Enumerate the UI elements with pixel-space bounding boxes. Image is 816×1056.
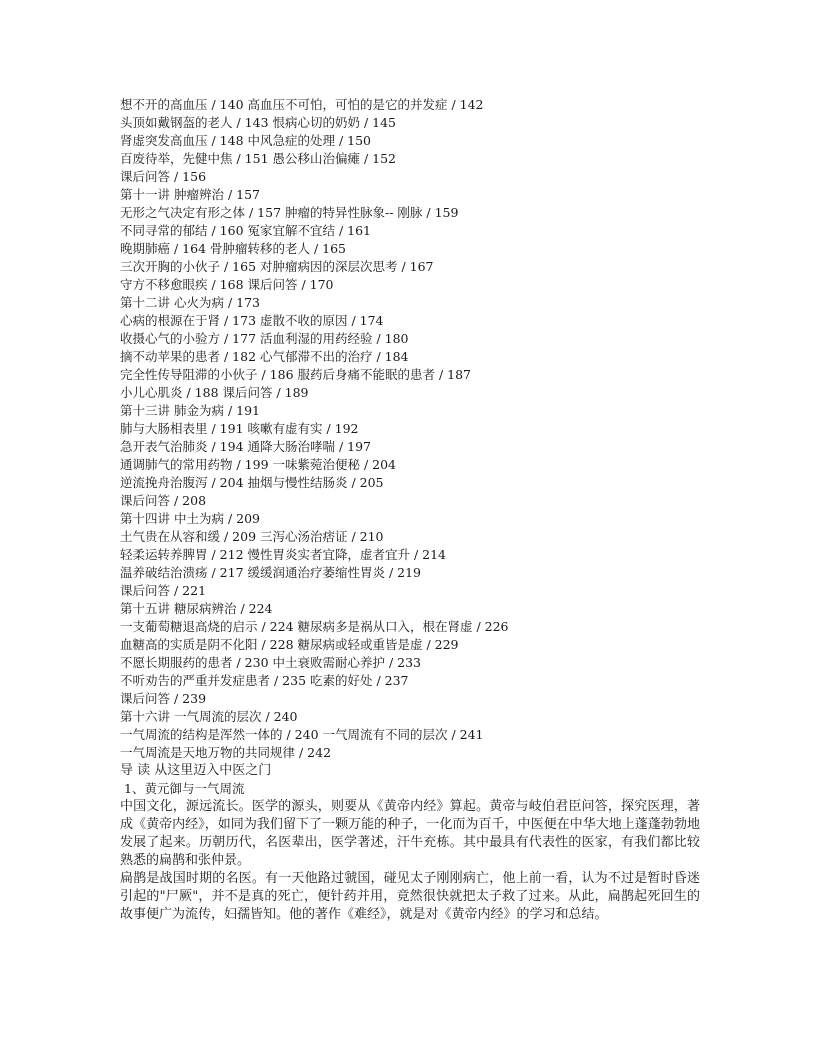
toc-entry: 轻柔运转养脾胃 / 212 慢性胃炎实者宜降，虚者宜升 / 214 <box>120 547 447 562</box>
toc-entry: 通调肺气的常用药物 / 199 一味紫菀治便秘 / 204 <box>120 457 397 472</box>
toc-entry: 第十四讲 中土为病 / 209 <box>120 511 260 526</box>
toc-entry: 摘不动苹果的患者 / 182 心气郁滞不出的治疗 / 184 <box>120 349 409 364</box>
toc-entry: 课后问答 / 239 <box>120 691 207 706</box>
toc-entry: 头顶如戴钢盔的老人 / 143 恨病心切的奶奶 / 145 <box>120 115 397 130</box>
toc-entry: 第十二讲 心火为病 / 173 <box>120 295 260 310</box>
toc-entry: 课后问答 / 156 <box>120 169 207 184</box>
toc-entry: 完全性传导阻滞的小伙子 / 186 服药后身痛不能眠的患者 / 187 <box>120 367 472 382</box>
toc-entry: 逆流挽舟治腹泻 / 204 抽烟与慢性结肠炎 / 205 <box>120 475 384 490</box>
toc-entry: 想不开的高血压 / 140 高血压不可怕，可怕的是它的并发症 / 142 <box>120 97 484 112</box>
toc-entry: 第十三讲 肺金为病 / 191 <box>120 403 260 418</box>
toc-entry: 小儿心肌炎 / 188 课后问答 / 189 <box>120 385 309 400</box>
toc-entry: 一气周流是天地万物的共同规律 / 242 <box>120 745 332 760</box>
subsection-heading: 1、黄元御与一气周流 <box>124 781 245 796</box>
toc-entry: 晚期肺癌 / 164 骨肿瘤转移的老人 / 165 <box>120 241 347 256</box>
toc-entry: 肾虚突发高血压 / 148 中风急症的处理 / 150 <box>120 133 372 148</box>
toc-entry: 课后问答 / 208 <box>120 493 207 508</box>
toc-entry: 第十五讲 糖尿病辨治 / 224 <box>120 601 273 616</box>
toc-entry: 急开表气治肺炎 / 194 通降大肠治哮喘 / 197 <box>120 439 372 454</box>
toc-entry: 不听劝告的严重并发症患者 / 235 吃素的好处 / 237 <box>120 673 409 688</box>
toc-entry: 一气周流的结构是浑然一体的 / 240 一气周流有不同的层次 / 241 <box>120 727 484 742</box>
toc-entry: 第十一讲 肿瘤辨治 / 157 <box>120 187 260 202</box>
toc-entry: 血糖高的实质是阴不化阳 / 228 糖尿病或轻或重皆是虚 / 229 <box>120 637 459 652</box>
toc-entry: 无形之气决定有形之体 / 157 肿瘤的特异性脉象-- 刚脉 / 159 <box>120 205 459 220</box>
toc-entry: 第十六讲 一气周流的层次 / 240 <box>120 709 298 724</box>
toc-entry: 温养破结治溃疡 / 217 缓缓润通治疗萎缩性胃炎 / 219 <box>120 565 422 580</box>
toc-entry: 课后问答 / 221 <box>120 583 207 598</box>
toc-entry: 百废待举，先健中焦 / 151 愚公移山治偏瘫 / 152 <box>120 151 397 166</box>
toc-entry: 三次开胸的小伙子 / 165 对肿瘤病因的深层次思考 / 167 <box>120 259 434 274</box>
body-paragraph: 扁鹊是战国时期的名医。有一天他路过虢国，碰见太子刚刚病亡，他上前一看，认为不过是暂时昏迷引起的"尸厥"，并不是真的死亡，便针药并用，竟然很快就把太子救了过来。从此，扁鹊起死回生的故事便广为流传，妇孺皆知。他的著作《难经》，就是对《黄帝内经》的学习和总结。 <box>120 871 700 922</box>
toc-entry: 不同寻常的郁结 / 160 冤家宜解不宜结 / 161 <box>120 223 372 238</box>
body-paragraph: 中国文化，源远流长。医学的源头，则要从《黄帝内经》算起。黄帝与岐伯君臣问答，探究医理，著成《黄帝内经》，如同为我们留下了一颗万能的种子，一化而为百千，中医便在中华大地上蓬蓬勃勃地发展了起来。历朝历代，名医辈出，医学著述，汗牛充栋。其中最具有代表性的医家，有我们都比较熟悉的扁鹊和张仲景。 <box>120 799 700 868</box>
toc-entry: 土气贵在从容和缓 / 209 三泻心汤治痞证 / 210 <box>120 529 384 544</box>
toc-entry: 心病的根源在于肾 / 173 虚散不收的原因 / 174 <box>120 313 384 328</box>
table-of-contents <box>120 96 700 762</box>
document-page <box>120 96 700 924</box>
toc-entry: 一支葡萄糖退高烧的启示 / 224 糖尿病多是祸从口入，根在肾虚 / 226 <box>120 619 509 634</box>
toc-entry: 不愿长期服药的患者 / 230 中土衰败需耐心养护 / 233 <box>120 655 422 670</box>
toc-entry: 收摄心气的小验方 / 177 活血利湿的用药经验 / 180 <box>120 331 409 346</box>
toc-entry: 肺与大肠相表里 / 191 咳嗽有虚有实 / 192 <box>120 421 359 436</box>
section-heading: 导 读 从这里迈入中医之门 <box>120 763 272 778</box>
toc-entry: 守方不移愈眼疾 / 168 课后问答 / 170 <box>120 277 334 292</box>
